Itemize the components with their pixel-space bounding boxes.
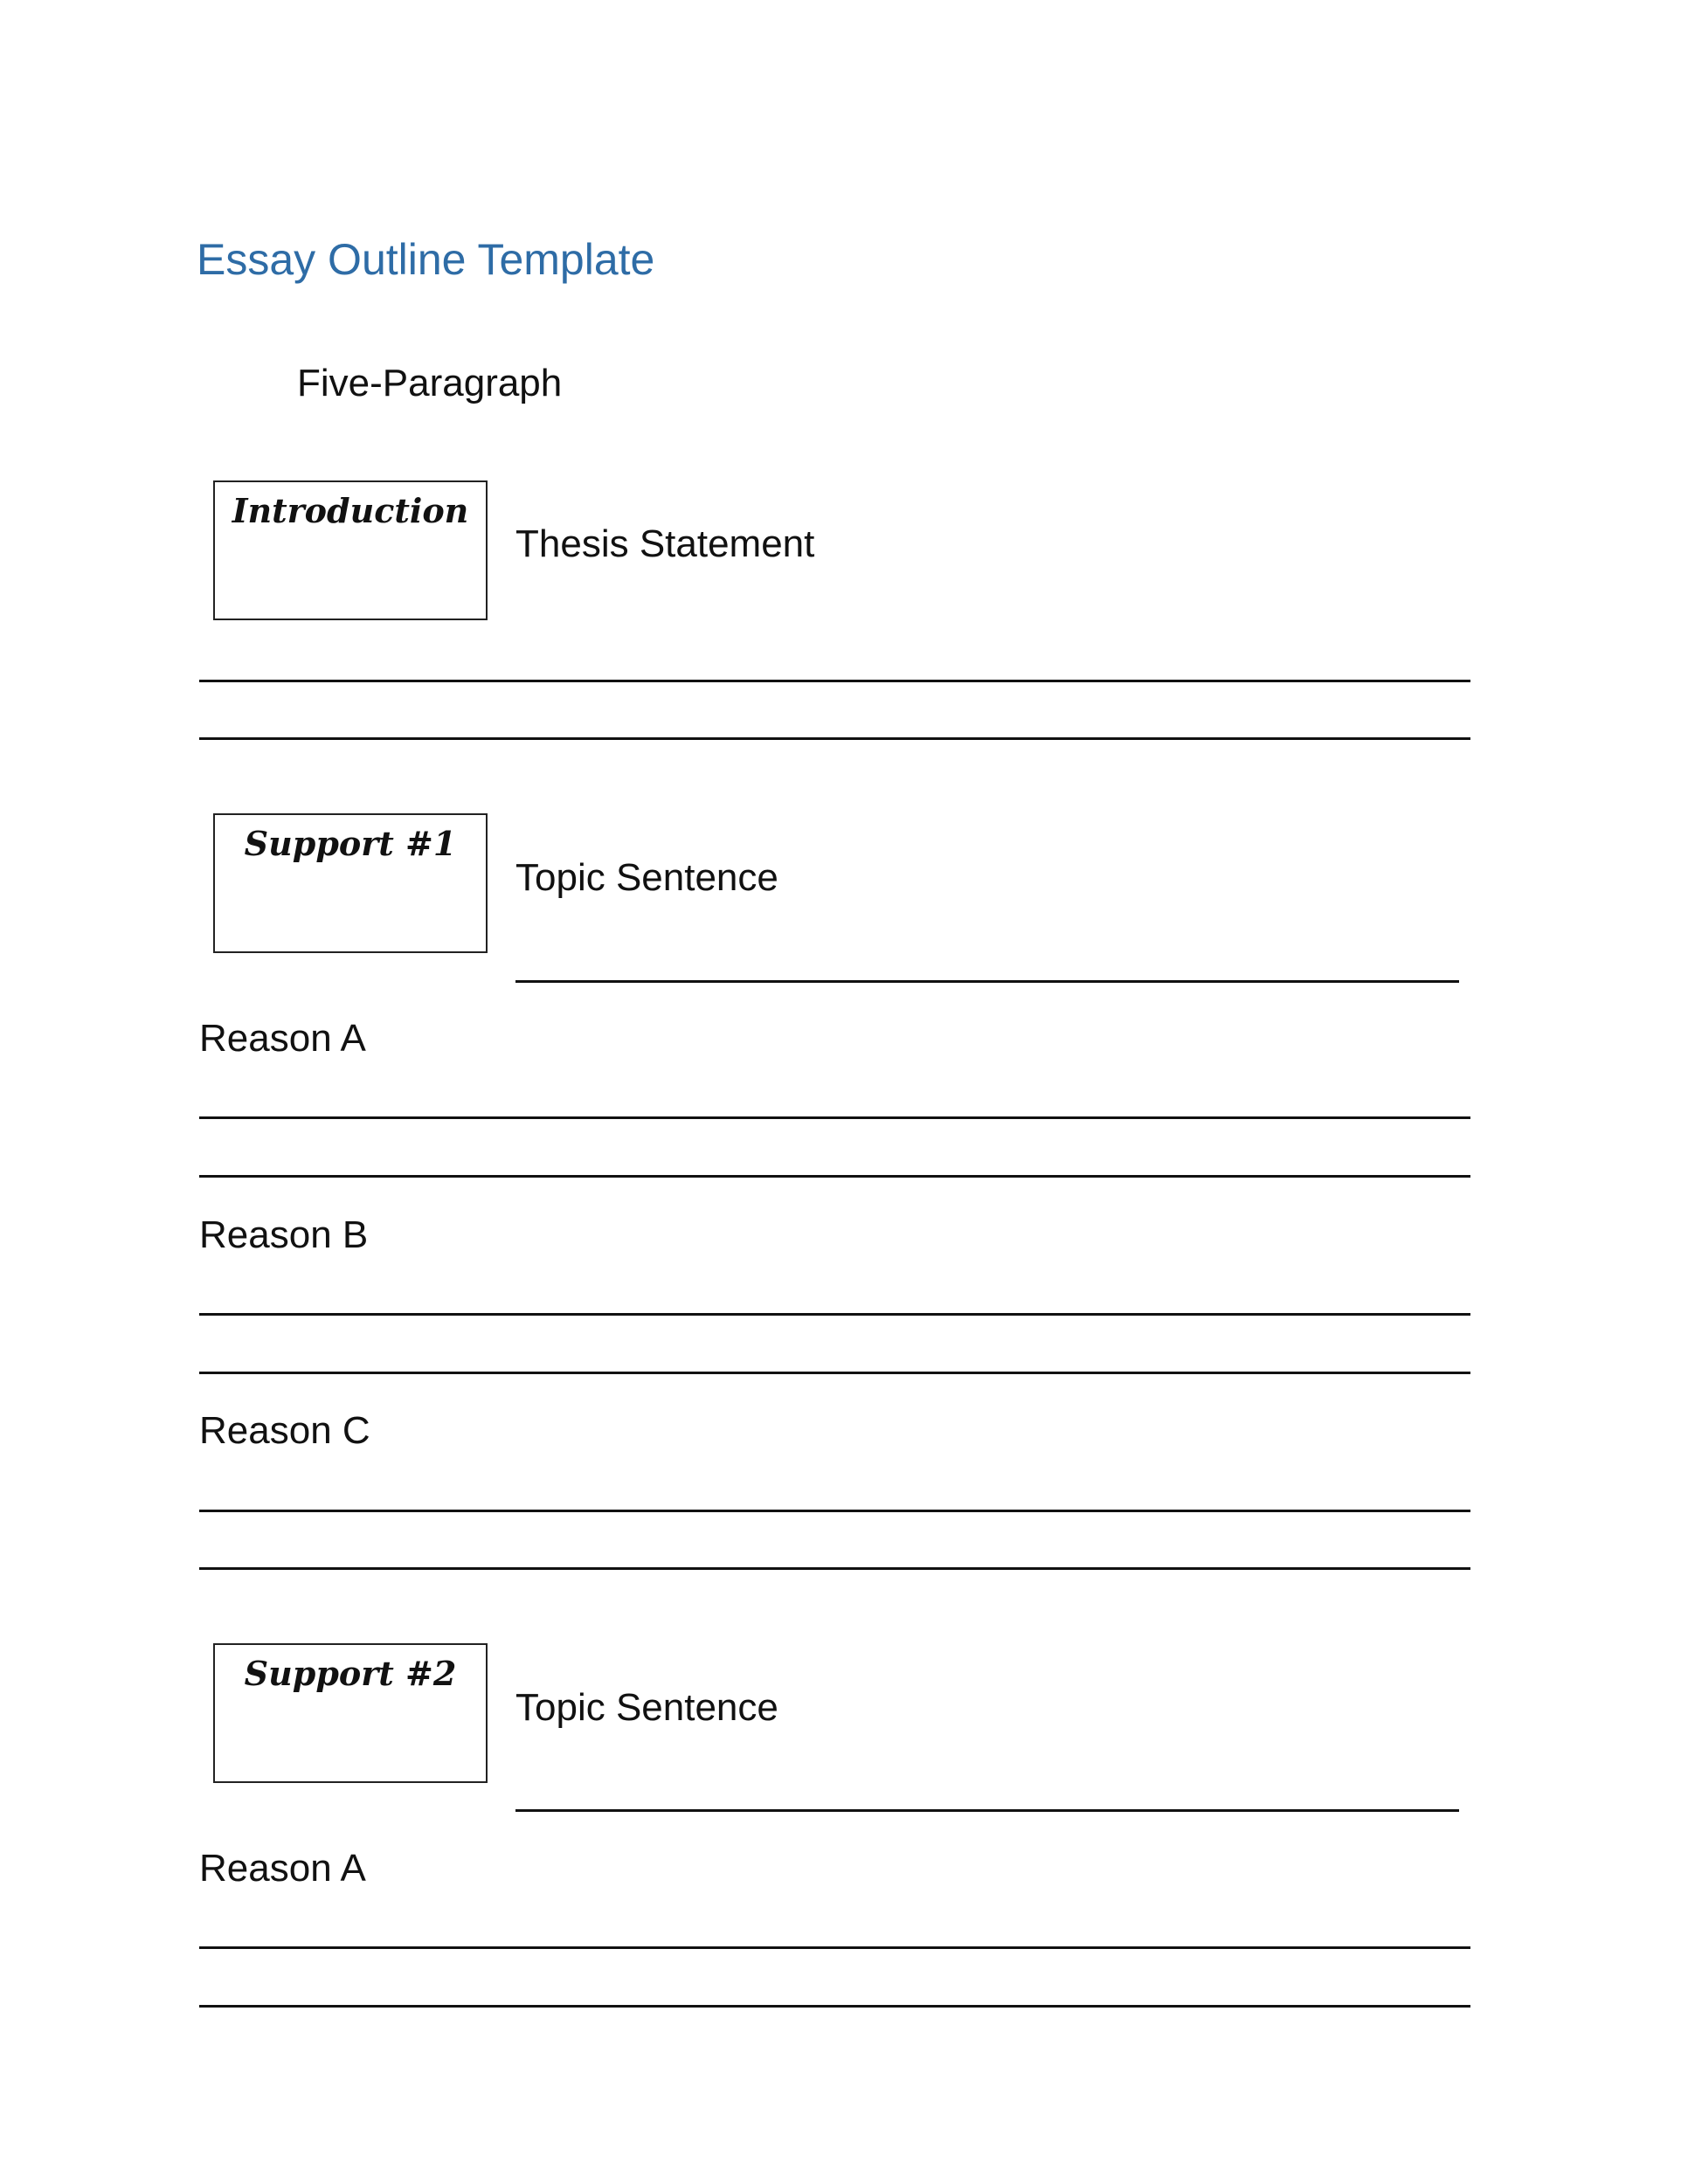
- support-2-topic-sentence-line[interactable]: [515, 1809, 1459, 1812]
- support-2-reason-a-line-1[interactable]: [199, 1946, 1470, 1949]
- support-1-reason-c-line-1[interactable]: [199, 1510, 1470, 1512]
- support-1-reason-a-line-2[interactable]: [199, 1175, 1470, 1178]
- support-1-box: [213, 813, 488, 953]
- introduction-box-label: Introduction: [232, 491, 469, 530]
- support-1-box-label: Support #1: [244, 824, 457, 863]
- support-2-reason-a-label: Reason A: [199, 1847, 366, 1890]
- support-1-topic-sentence-line[interactable]: [515, 980, 1459, 983]
- page-subtitle: Five-Paragraph: [297, 362, 563, 404]
- thesis-statement-label: Thesis Statement: [515, 522, 815, 565]
- support-2-box: [213, 1643, 488, 1783]
- support-1-reason-b-line-2[interactable]: [199, 1372, 1470, 1374]
- thesis-line-2[interactable]: [199, 737, 1470, 740]
- support-2-box-label: Support #2: [244, 1654, 457, 1693]
- support-1-reason-a-line-1[interactable]: [199, 1116, 1470, 1119]
- introduction-box: [213, 480, 488, 620]
- support-1-reason-b-line-1[interactable]: [199, 1313, 1470, 1316]
- thesis-line-1[interactable]: [199, 680, 1470, 682]
- support-1-reason-c-label: Reason C: [199, 1409, 370, 1452]
- support-1-reason-b-label: Reason B: [199, 1213, 369, 1256]
- support-1-reason-c-line-2[interactable]: [199, 1567, 1470, 1570]
- support-2-topic-sentence-label: Topic Sentence: [515, 1686, 778, 1729]
- support-1-topic-sentence-label: Topic Sentence: [515, 856, 778, 899]
- support-1-reason-a-label: Reason A: [199, 1017, 366, 1060]
- support-2-reason-a-line-2[interactable]: [199, 2005, 1470, 2008]
- page-title: Essay Outline Template: [197, 235, 655, 284]
